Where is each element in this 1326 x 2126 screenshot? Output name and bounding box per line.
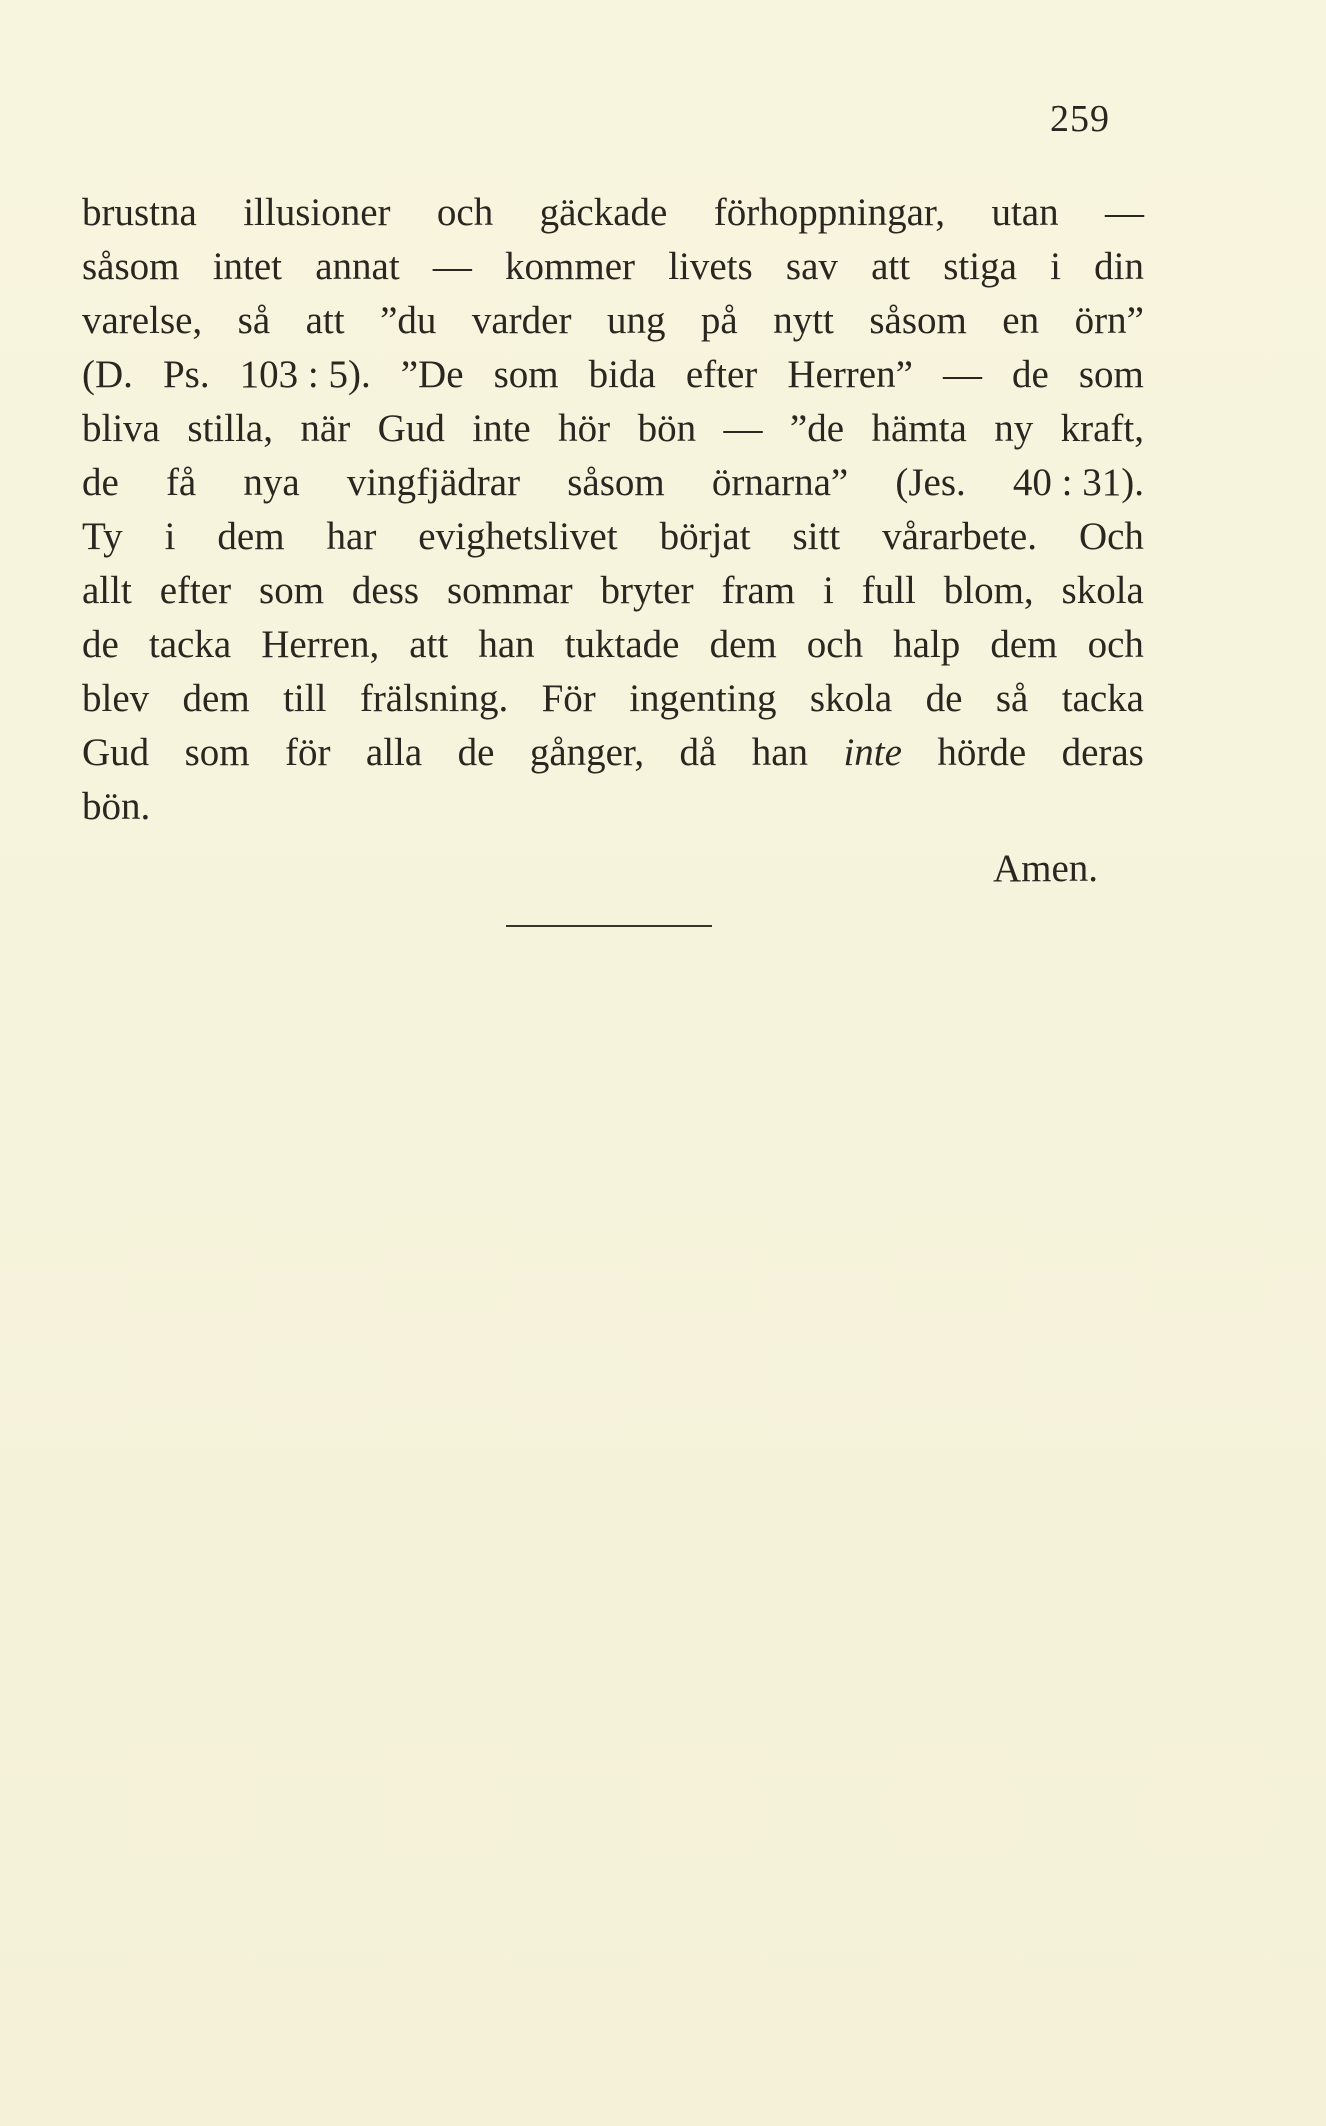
- word: ung: [606, 299, 666, 342]
- word: tacka: [148, 623, 232, 666]
- word: —: [1105, 191, 1144, 234]
- word: (D.: [82, 353, 133, 396]
- word: då: [679, 731, 717, 774]
- word: intet: [212, 245, 283, 288]
- text-line: [82, 186, 1144, 240]
- word: bön: [637, 407, 697, 450]
- word: bryter: [600, 569, 694, 612]
- word: börjat: [659, 515, 751, 558]
- word: ”De: [400, 353, 464, 396]
- text-line: [82, 240, 1144, 294]
- word: gånger,: [529, 731, 645, 774]
- text-line: [82, 402, 1144, 456]
- word: Herren”: [787, 353, 913, 396]
- text-line: [82, 510, 1144, 564]
- word: alla: [365, 731, 423, 774]
- word: att: [305, 299, 345, 342]
- word: —: [432, 245, 472, 288]
- word: efter: [685, 353, 758, 396]
- word: annat: [315, 245, 400, 288]
- word: kraft,: [1060, 407, 1144, 450]
- word: nytt: [773, 299, 834, 342]
- page-number: 259: [1050, 98, 1110, 140]
- word: och: [436, 191, 494, 234]
- word: nya: [243, 461, 300, 504]
- word: en: [1002, 299, 1040, 342]
- word: som: [259, 569, 325, 612]
- word: efter: [159, 569, 232, 612]
- word: i: [164, 515, 176, 558]
- word: evighetslivet: [418, 515, 618, 558]
- word: stiga: [943, 245, 1017, 288]
- word: blom,: [943, 569, 1034, 612]
- word: såsom: [567, 461, 665, 504]
- word: örnarna”: [711, 461, 849, 504]
- word: få: [165, 461, 197, 504]
- word: ny: [994, 407, 1034, 450]
- word: så: [237, 299, 271, 342]
- word: livets: [668, 245, 753, 288]
- word: som: [184, 731, 250, 774]
- word: varder: [471, 299, 572, 342]
- word: blev: [82, 677, 150, 720]
- word: och: [1087, 623, 1144, 666]
- word: när: [300, 407, 351, 450]
- text-line: [82, 726, 1144, 780]
- word: örn”: [1074, 299, 1144, 342]
- word: ingenting: [629, 677, 777, 720]
- word: på: [700, 299, 738, 342]
- word: Gud: [82, 731, 150, 774]
- word: frälsning.: [359, 677, 509, 720]
- word: 40 : 31).: [1012, 461, 1144, 504]
- word: Gud: [377, 407, 445, 450]
- word: de: [82, 461, 119, 504]
- word: sommar: [446, 569, 573, 612]
- word: sitt: [792, 515, 841, 558]
- word: som: [493, 353, 559, 396]
- text-line: [82, 780, 1144, 834]
- word: din: [1094, 245, 1144, 288]
- word: full: [861, 569, 916, 612]
- word: han: [478, 623, 535, 666]
- text-line: [82, 672, 1144, 726]
- word: —: [723, 407, 763, 450]
- text-line: [82, 348, 1144, 402]
- word: inte: [472, 407, 531, 450]
- text-line: [82, 564, 1144, 618]
- word: halp: [893, 623, 961, 666]
- word: deras: [1061, 731, 1144, 774]
- word: bön.: [82, 785, 151, 828]
- body-text: [82, 186, 1144, 834]
- word: vingfjädrar: [346, 461, 521, 504]
- word: gäckade: [539, 191, 668, 234]
- word: Och: [1078, 515, 1144, 558]
- word: Ps.: [162, 353, 210, 396]
- word: allt: [82, 569, 132, 612]
- word: hämta: [871, 407, 967, 450]
- word: bida: [588, 353, 656, 396]
- word: att: [409, 623, 449, 666]
- word: som: [1078, 353, 1144, 396]
- word: tacka: [1061, 677, 1144, 720]
- word: stilla,: [187, 407, 273, 450]
- word: ”du: [380, 299, 437, 342]
- word: fram: [721, 569, 796, 612]
- text-line: [82, 294, 1144, 348]
- word: skola: [1061, 569, 1144, 612]
- word: tuktade: [564, 623, 680, 666]
- word: utan: [991, 191, 1059, 234]
- text-line: [82, 456, 1144, 510]
- word: för: [285, 731, 331, 774]
- word: 103 : 5).: [239, 353, 371, 396]
- section-divider: [506, 925, 712, 927]
- word: de: [457, 731, 495, 774]
- word: vårarbete.: [882, 515, 1037, 558]
- word: (Jes.: [895, 461, 966, 504]
- word: ”de: [789, 407, 845, 450]
- word: de: [82, 623, 119, 666]
- word: de: [925, 677, 963, 720]
- emphasized-word: inte: [843, 731, 902, 774]
- word: För: [541, 677, 596, 720]
- word: i: [1050, 245, 1061, 288]
- word: hörde: [937, 731, 1027, 774]
- word: bliva: [82, 407, 160, 450]
- text-line: [82, 618, 1144, 672]
- word: illusioner: [243, 191, 391, 234]
- word: och: [806, 623, 864, 666]
- word: dess: [351, 569, 420, 612]
- word: han: [751, 731, 809, 774]
- word: varelse,: [82, 299, 203, 342]
- word: till: [283, 677, 327, 720]
- word: dem: [709, 623, 777, 666]
- word: brustna: [82, 191, 197, 234]
- word: i: [822, 569, 834, 612]
- word: förhoppningar,: [713, 191, 946, 234]
- closing-word: Amen.: [992, 847, 1098, 890]
- word: skola: [809, 677, 893, 720]
- word: dem: [217, 515, 285, 558]
- word: har: [326, 515, 377, 558]
- word: såsom: [869, 299, 967, 342]
- word: hör: [558, 407, 611, 450]
- word: —: [942, 353, 982, 396]
- word: dem: [182, 677, 250, 720]
- word: såsom: [82, 245, 180, 288]
- word: Herren,: [261, 623, 380, 666]
- word: dem: [990, 623, 1058, 666]
- word: så: [995, 677, 1029, 720]
- word: de: [1012, 353, 1049, 396]
- word: Ty: [82, 515, 123, 558]
- word: kommer: [505, 245, 636, 288]
- word: sav: [785, 245, 838, 288]
- word: att: [871, 245, 911, 288]
